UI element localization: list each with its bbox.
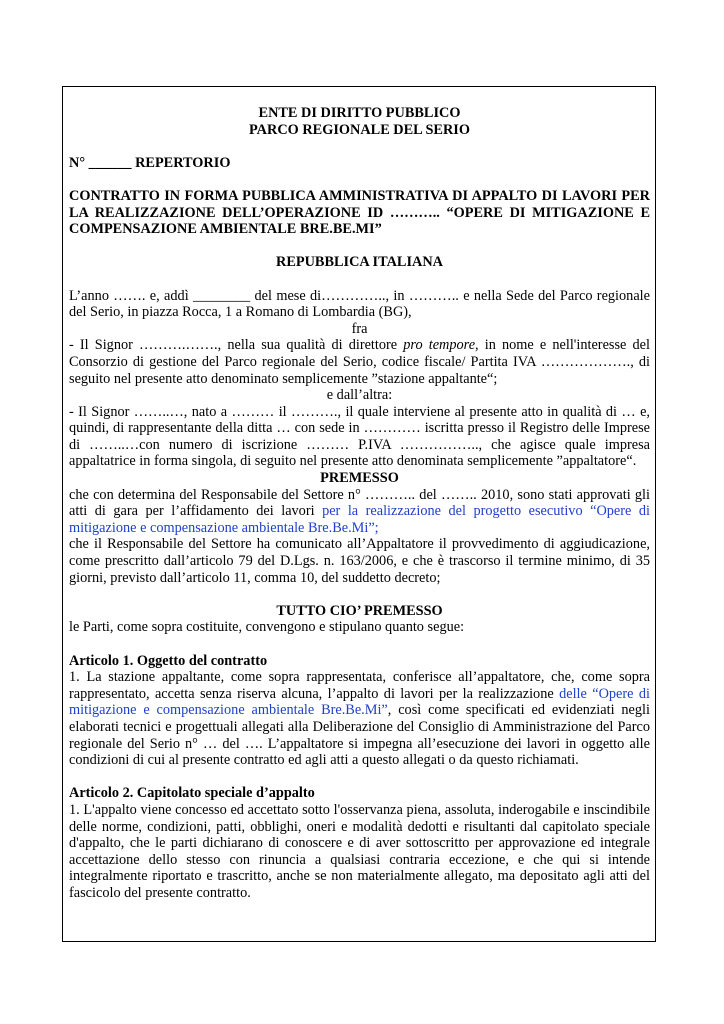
article-1-highlight: delle “Opere di mitigazione e compensazione ambientale Bre.Be.Mi”: [69, 685, 650, 719]
premesso-p1-highlight: per la realizzazione del progetto esecutivo “Opere di mitigazione e compensazione ambientale Bre.Be.Mi”;: [69, 503, 650, 536]
header-line-2: PARCO REGIONALE DEL SERIO: [249, 121, 470, 138]
article-1-paragraph: [69, 669, 650, 769]
document-body: [69, 105, 650, 902]
premesso-paragraph-1: [69, 487, 650, 537]
fra-label: fra: [351, 320, 368, 337]
premesso-paragraph-2: che il Responsabile del Settore ha comunicato all’Appaltatore il provvedimento di aggiudicazione, come prescritto dall’articolo 79 del D.Lgs. n. 163/2006, e che è trascorso il termine minimo, di 35 giorni, previsto dall’articolo 11, comma 10, del suddetto decreto;: [69, 536, 650, 586]
party-2-paragraph: - Il Signor ……..…, nato a ……… il ………., il quale interviene al presente atto in qualità di … e, quindi, di rappresentante della ditta … con sede in ………… iscritta presso il Registro delle Imprese di ……..…con numero di iscrizione ……… P.IVA …………….., che agisce quale impresa appaltatrice in forma singola, di seguito nel presente atto denominata semplicemente ”appaltatore“.: [69, 403, 650, 470]
party-1-italic: pro tempore: [403, 337, 476, 354]
tutto-heading: TUTTO CIO’ PREMESSO: [276, 602, 443, 619]
intro-paragraph: L’anno ……. e, addì ________ del mese di………….., in ……….. e nella Sede del Parco regionale del Serio, in piazza Rocca, 1 a Romano di Lombardia (BG),: [69, 287, 650, 321]
contract-title: CONTRATTO IN FORMA PUBBLICA AMMINISTRATIVA DI APPALTO DI LAVORI PER LA REALIZZAZIONE DELL’OPERAZIONE ID ……….. “OPERE DI MITIGAZIONE E COMPENSAZIONE AMBIENTALE BRE.BE.MI”: [69, 187, 650, 238]
article-2-heading: Articolo 2. Capitolato speciale d’appalto: [69, 785, 315, 802]
article-1-text-b: , così come specificati ed evidenziati negli elaborati tecnici e progettuali allegati alla Deliberazione del Consiglio di Amministrazione del Parco regionale del Serio n° … del …. L’appaltatore si impegna all’esecuzione dei lavori in oggetto alle condizioni di cui al presente contratto ed agli atti a questo allegati o da questo richiamati.: [69, 702, 650, 769]
repertorio: N° ______ REPERTORIO: [69, 154, 231, 171]
party-1-paragraph: [69, 337, 650, 387]
article-1-text-a: 1. La stazione appaltante, come sopra rappresentata, conferisce all’appaltatore, che, come sopra rappresentato, accetta senza riserva alcuna, l’appalto di lavori per la realizzazione: [69, 669, 650, 702]
party-1-text-a: - Il Signor ……….……., nella sua qualità di direttore: [69, 337, 404, 354]
party-1-text-b: , in nome e nell'interesse del Consorzio di gestione del Parco regionale del Serio, codice fiscale/ Partita IVA ………………., di seguito nel presente atto denominato semplicemente ”stazione appaltante“;: [69, 337, 650, 387]
dallaltra-label: e dall’altra:: [326, 387, 393, 404]
article-2-paragraph: 1. L'appalto viene concesso ed accettato sotto l'osservanza piena, assoluta, inderogabile e inscindibile delle norme, condizioni, patti, obblighi, oneri e modalità dedotti e risultanti dal capitolato speciale d'appalto, che le parti dichiarano di conoscere e di aver sottoscritto per approvazione ed integrale accettazione dello stesso con rinuncia a qualsiasi contraria eccezione, e che qui si intende integralmente riportato e trascritto, anche se non materialmente allegato, ma depositato agli atti del fascicolo del presente contratto.: [69, 801, 650, 901]
tutto-paragraph: le Parti, come sopra costituite, convengono e stipulano quanto segue:: [69, 619, 465, 636]
article-1-heading: Articolo 1. Oggetto del contratto: [69, 652, 268, 669]
republic-heading: REPUBBLICA ITALIANA: [276, 254, 443, 271]
header-line-1: ENTE DI DIRITTO PUBBLICO: [258, 105, 461, 121]
premesso-heading: PREMESSO: [320, 470, 399, 487]
premesso-p1-text: che con determina del Responsabile del Settore n° ……….. del …….. 2010, sono stati approvati gli atti di gara per l’affidamento dei lavori: [69, 486, 650, 520]
